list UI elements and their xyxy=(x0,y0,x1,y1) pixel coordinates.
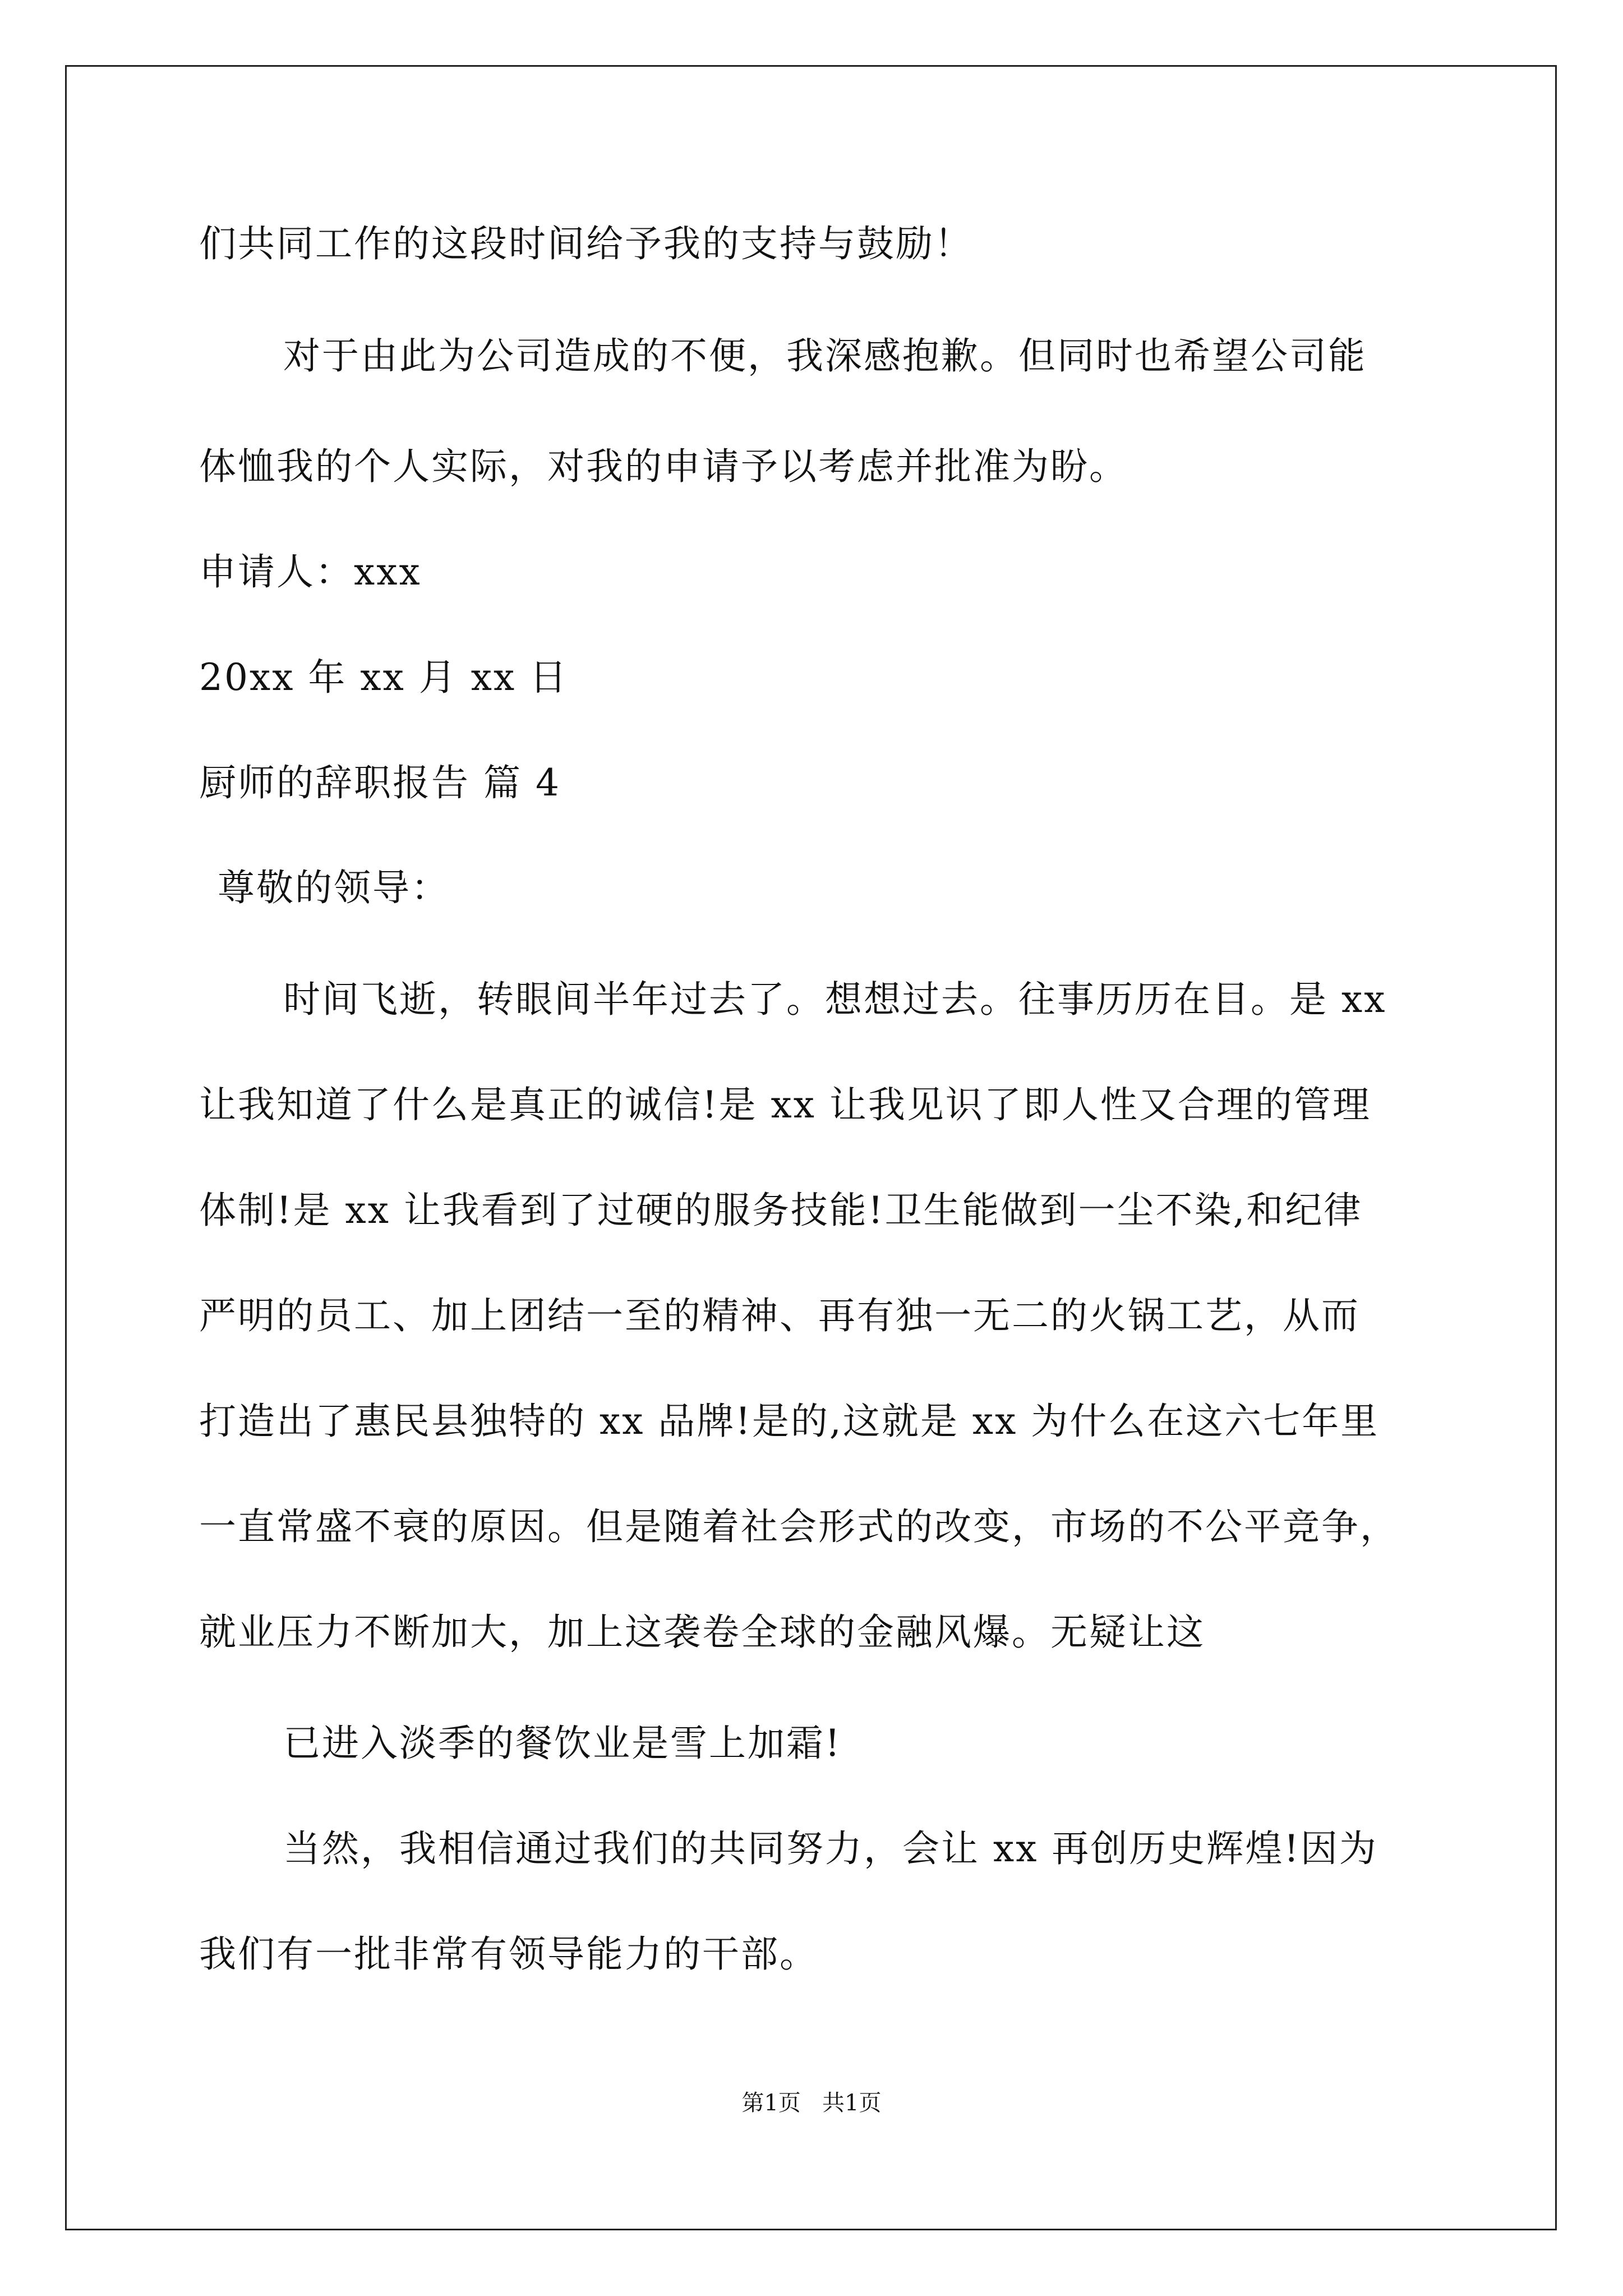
signature-line: 申请人：xxx xyxy=(199,550,422,593)
text-line: 打造出了惠民县独特的 xx 品牌!是的,这就是 xx 为什么在这六七年里 xyxy=(199,1400,1380,1443)
text-line: 一直常盛不衰的原因。但是随着社会形式的改变，市场的不公平竞争， xyxy=(199,1505,1399,1548)
text-line: 让我知道了什么是真正的诚信!是 xx 让我见识了即人性又合理的管理 xyxy=(199,1083,1371,1126)
text-line: 就业压力不断加大，加上这袭卷全球的金融风爆。无疑让这 xyxy=(199,1611,1205,1654)
salutation: 尊敬的领导： xyxy=(218,866,450,909)
section-heading: 厨师的辞职报告 篇 4 xyxy=(199,761,561,804)
text-line: 当然，我相信通过我们的共同努力，会让 xx 再创历史辉煌!因为 xyxy=(283,1827,1378,1870)
text-line: 严明的员工、加上团结一至的精神、再有独一无二的火锅工艺，从而 xyxy=(199,1294,1360,1337)
text-line: 体恤我的个人实际，对我的申请予以考虑并批准为盼。 xyxy=(199,445,1128,488)
text-line: 时间飞逝，转眼间半年过去了。想想过去。往事历历在目。是 xx xyxy=(283,978,1387,1021)
text-line: 已进入淡季的餐饮业是雪上加霜! xyxy=(283,1722,842,1765)
text-line: 我们有一批非常有领导能力的干部。 xyxy=(199,1932,818,1976)
text-line: 体制!是 xx 让我看到了过硬的服务技能!卫生能做到一尘不染,和纪律 xyxy=(199,1189,1363,1232)
text-line: 们共同工作的这段时间给予我的支持与鼓励！ xyxy=(199,222,973,265)
page-border xyxy=(65,65,1557,2230)
page-footer: 第1页 共1页 xyxy=(741,2090,882,2116)
date-line: 20xx 年 xx 月 xx 日 xyxy=(199,656,569,699)
text-line: 对于由此为公司造成的不便，我深感抱歉。但同时也希望公司能 xyxy=(283,334,1367,378)
